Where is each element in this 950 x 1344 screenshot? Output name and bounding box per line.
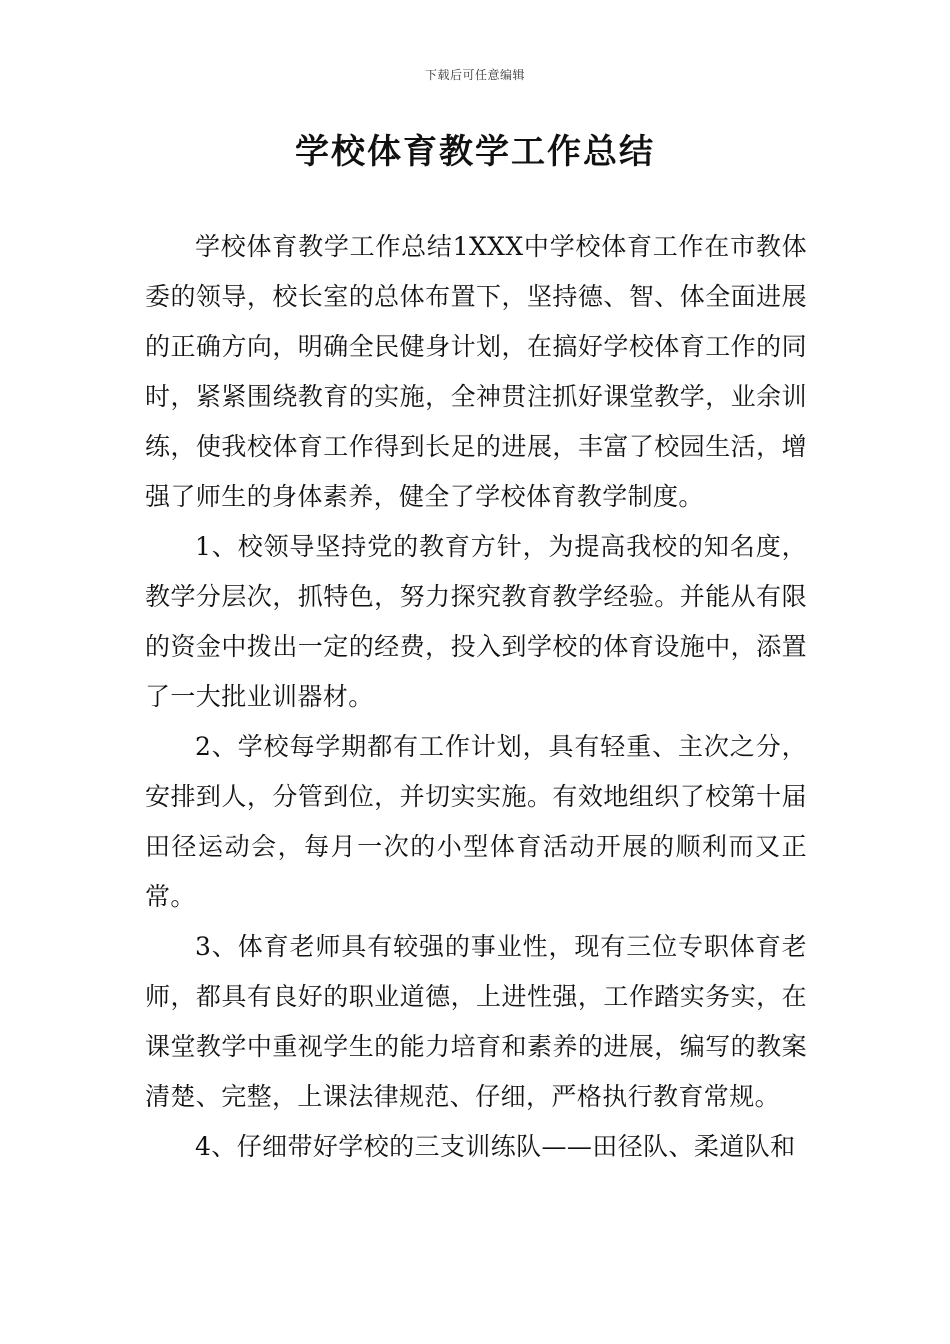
document-title: 学校体育教学工作总结	[295, 132, 655, 172]
paragraph-item-2: 2、学校每学期都有工作计划，具有轻重、主次之分，安排到人，分管到位，并切实实施。有效地组织了校第十届田径运动会，每月一次的小型体育活动开展的顺利而又正常。	[145, 732, 807, 911]
paragraph-item-3: 3、体育老师具有较强的事业性，现有三位专职体育老师，都具有良好的职业道德，上进性强，工作踏实务实，在课堂教学中重视学生的能力培育和素养的进展，编写的教案清楚、完整，上课法律规范、仔细，严格执行教育常规。	[145, 932, 807, 1111]
document-body	[145, 222, 807, 1172]
paragraph-item-4: 4、仔细带好学校的三支训练队——田径队、柔道队和	[195, 1132, 796, 1161]
paragraph-intro: 学校体育教学工作总结1XXX中学校体育工作在市教体委的领导，校长室的总体布置下，坚持德、智、体全面进展的正确方向，明确全民健身计划，在搞好学校体育工作的同时，紧紧围绕教育的实施，全神贯注抓好课堂教学，业余训练，使我校体育工作得到长足的进展，丰富了校园生活，增强了师生的身体素养，健全了学校体育教学制度。	[145, 232, 807, 511]
paragraph-item-1: 1、校领导坚持党的教育方针，为提高我校的知名度，教学分层次，抓特色，努力探究教育教学经验。并能从有限的资金中拨出一定的经费，投入到学校的体育设施中，添置了一大批业训器材。	[145, 532, 807, 711]
header-note: 下载后可任意编辑	[424, 68, 525, 82]
